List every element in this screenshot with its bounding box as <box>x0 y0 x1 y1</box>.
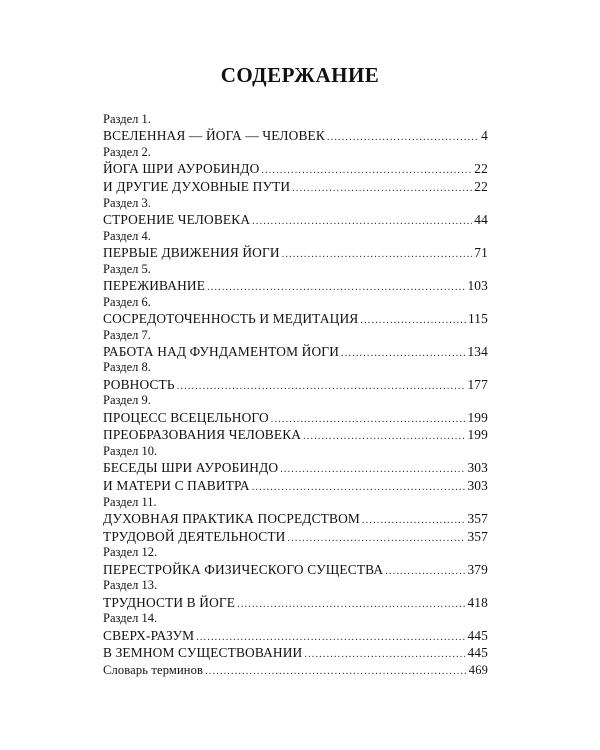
toc-entry <box>103 644 488 662</box>
dot-leader <box>177 378 466 396</box>
dot-leader <box>292 180 472 198</box>
dot-leader <box>237 596 465 614</box>
glossary-title: Словарь терминов <box>103 662 204 677</box>
toc-entry-page: 44 <box>474 211 488 227</box>
dot-leader <box>360 312 466 330</box>
toc-entry-page: 199 <box>467 409 488 425</box>
dot-leader <box>207 279 465 297</box>
dot-leader <box>304 646 465 664</box>
section-label: Раздел 14. <box>103 611 158 626</box>
section-label: Раздел 12. <box>103 545 158 560</box>
dot-leader <box>385 563 465 581</box>
toc-entry-title: ДУХОВНАЯ ПРАКТИКА ПОСРЕДСТВОМ <box>103 511 360 527</box>
toc-entry-page: 22 <box>474 178 488 194</box>
toc-entry-title: И ДРУГИЕ ДУХОВНЫЕ ПУТИ <box>103 178 291 194</box>
section-label: Раздел 3. <box>103 195 151 210</box>
toc-entry-title: ВСЕЛЕННАЯ — ЙОГА — ЧЕЛОВЕК <box>103 128 325 144</box>
dot-leader <box>327 129 479 147</box>
toc-entry <box>103 376 488 394</box>
section-label: Раздел 9. <box>103 393 151 408</box>
section-label: Раздел 6. <box>103 294 151 309</box>
toc-entry <box>103 178 488 196</box>
toc-entry-page: 303 <box>467 478 488 494</box>
section-label: Раздел 4. <box>103 228 151 243</box>
toc-entry <box>103 343 488 361</box>
section-label: Раздел 11. <box>103 494 157 509</box>
dot-leader <box>303 428 465 446</box>
toc-entry-page: 445 <box>467 645 488 661</box>
section-label: Раздел 8. <box>103 360 151 375</box>
toc-entry-title: ТРУДОВОЙ ДЕЯТЕЛЬНОСТИ <box>103 528 286 544</box>
toc-entry-title: ПЕРЕЖИВАНИЕ <box>103 277 206 293</box>
section-label: Раздел 5. <box>103 261 151 276</box>
toc-entry-page: 199 <box>467 427 488 443</box>
toc-entry-title: ПЕРВЫЕ ДВИЖЕНИЯ ЙОГИ <box>103 244 280 260</box>
toc-entry-page: 22 <box>474 161 488 177</box>
dot-leader <box>280 461 465 479</box>
section-label: Раздел 7. <box>103 327 151 342</box>
toc-entry-title: ТРУДНОСТИ В ЙОГЕ <box>103 594 236 610</box>
toc-entry-title: И МАТЕРИ С ПАВИТРА <box>103 478 250 494</box>
toc-entry-page: 418 <box>467 594 488 610</box>
toc-entry <box>103 594 488 612</box>
toc-entry-page: 303 <box>467 460 488 476</box>
glossary-page: 469 <box>468 662 488 677</box>
toc-entry <box>103 561 488 579</box>
toc-entry-title: СОСРЕДОТОЧЕННОСТЬ И МЕДИТАЦИЯ <box>103 310 359 326</box>
toc-entry-title: ПРЕОБРАЗОВАНИЯ ЧЕЛОВЕКА <box>103 427 302 443</box>
toc-entry-page: 177 <box>467 376 488 392</box>
section-label: Раздел 10. <box>103 444 158 459</box>
toc-entry <box>103 127 488 145</box>
toc-entry-title: БЕСЕДЫ ШРИ АУРОБИНДО <box>103 460 279 476</box>
toc-entry-page: 357 <box>467 528 488 544</box>
dot-leader <box>252 479 466 497</box>
toc-entry <box>103 409 488 427</box>
toc-entry-page: 71 <box>474 244 488 260</box>
toc-entry <box>103 211 488 229</box>
section-label: Раздел 13. <box>103 578 158 593</box>
toc-entry-page: 134 <box>467 343 488 359</box>
dot-leader <box>205 663 467 681</box>
section-label: Раздел 2. <box>103 144 151 159</box>
dot-leader <box>341 345 465 363</box>
toc-entry-page: 103 <box>467 277 488 293</box>
toc-entry-title: РОВНОСТЬ <box>103 376 175 392</box>
toc-entry <box>103 310 488 328</box>
page-title: СОДЕРЖАНИЕ <box>220 63 380 87</box>
table-of-contents <box>103 112 488 679</box>
section-label: Раздел 1. <box>103 112 151 126</box>
toc-entry <box>103 459 488 477</box>
toc-entry-title: ЙОГА ШРИ АУРОБИНДО <box>103 161 260 177</box>
dot-leader <box>261 162 472 180</box>
dot-leader <box>287 530 465 548</box>
toc-entry <box>103 477 488 495</box>
toc-entry <box>103 277 488 295</box>
toc-entry-title: СТРОЕНИЕ ЧЕЛОВЕКА <box>103 211 251 227</box>
toc-entry-title: РАБОТА НАД ФУНДАМЕНТОМ ЙОГИ <box>103 343 340 359</box>
toc-entry-page: 4 <box>481 128 488 144</box>
toc-entry-page: 115 <box>467 310 488 326</box>
toc-entry <box>103 244 488 262</box>
toc-entry <box>103 528 488 546</box>
toc-entry <box>103 160 488 178</box>
dot-leader <box>362 512 465 530</box>
dot-leader <box>252 213 472 231</box>
dot-leader <box>282 246 473 264</box>
toc-entry-page: 379 <box>467 561 488 577</box>
toc-entry <box>103 627 488 645</box>
toc-entry-title: В ЗЕМНОМ СУЩЕСТВОВАНИИ <box>103 645 303 661</box>
toc-entry <box>103 426 488 444</box>
toc-entry-title: СВЕРХ-РАЗУМ <box>103 627 195 643</box>
toc-entry-page: 445 <box>467 627 488 643</box>
toc-entry-title: ПРОЦЕСС ВСЕЦЕЛЬНОГО <box>103 409 269 425</box>
glossary-entry <box>103 662 488 680</box>
toc-entry <box>103 510 488 528</box>
toc-entry-page: 357 <box>467 511 488 527</box>
toc-entry-title: ПЕРЕСТРОЙКА ФИЗИЧЕСКОГО СУЩЕСТВА <box>103 561 384 577</box>
